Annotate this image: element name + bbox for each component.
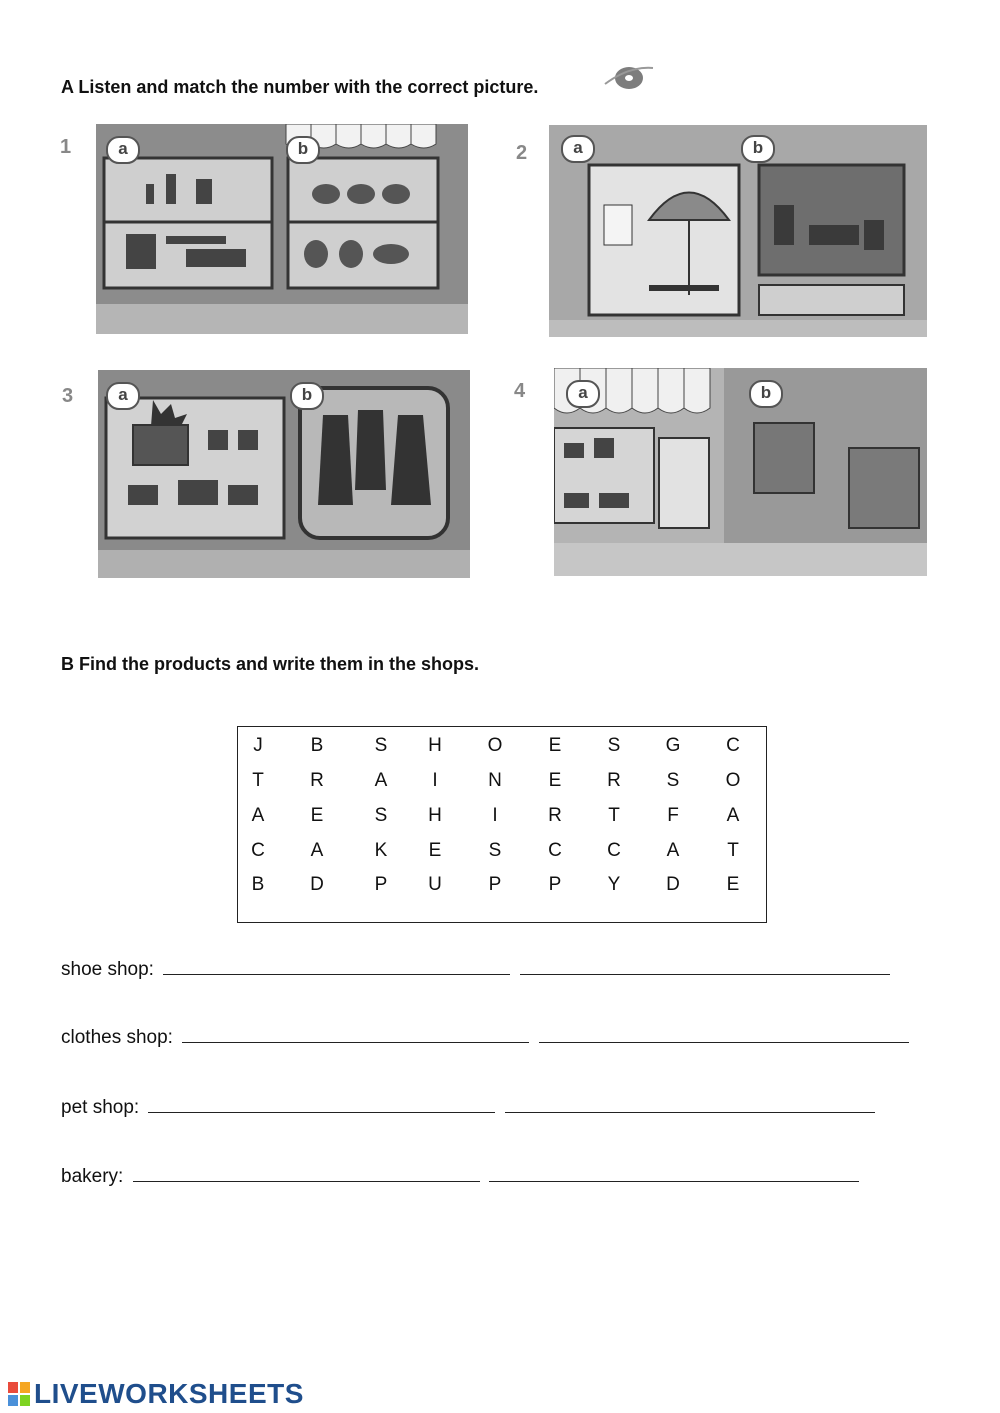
grid-letter[interactable]: E <box>548 770 562 791</box>
picture-number-2: 2 <box>516 142 528 164</box>
grid-letter[interactable]: N <box>488 770 502 791</box>
grid-letter[interactable]: E <box>548 735 562 756</box>
grid-letter[interactable]: C <box>548 840 562 861</box>
section-a-heading: A Listen and match the number with the correct picture. <box>61 77 539 97</box>
grid-letter[interactable]: R <box>607 770 621 791</box>
bakery-blank-1[interactable] <box>133 1163 480 1182</box>
shoe-shop-blank-2[interactable] <box>520 956 890 975</box>
cd-icon <box>603 62 655 94</box>
picture-number-3: 3 <box>62 385 74 407</box>
label-1b: b <box>286 136 320 164</box>
grid-letter[interactable]: C <box>726 735 740 756</box>
footer-brand-text: LIVEWORKSHEETS <box>34 1378 304 1409</box>
label-3b: b <box>290 382 324 410</box>
label-1a: a <box>106 136 140 164</box>
pet-shop-blank-1[interactable] <box>148 1094 495 1113</box>
word-search-grid <box>237 726 767 923</box>
grid-letter[interactable]: P <box>488 874 502 895</box>
shop-picture-4 <box>554 368 927 576</box>
clothes-shop-blank-2[interactable] <box>539 1024 909 1043</box>
grid-letter[interactable]: K <box>374 840 388 861</box>
grid-letter[interactable]: A <box>374 770 388 791</box>
section-b-heading: B Find the products and write them in the shops. <box>61 654 480 674</box>
write-line-clothes-shop <box>61 1024 909 1049</box>
bakery-label: bakery: <box>61 1166 124 1187</box>
grid-letter[interactable]: H <box>428 805 442 826</box>
grid-letter[interactable]: E <box>428 840 442 861</box>
clothes-shop-label: clothes shop: <box>61 1027 173 1048</box>
grid-letter[interactable]: G <box>665 735 681 756</box>
shoe-shop-label: shoe shop: <box>61 959 154 980</box>
grid-letter[interactable]: A <box>666 840 680 861</box>
label-4b: b <box>749 380 783 408</box>
label-3a: a <box>106 382 140 410</box>
grid-letter[interactable]: S <box>607 735 621 756</box>
grid-letter[interactable]: S <box>374 735 388 756</box>
grid-letter[interactable]: J <box>253 735 263 756</box>
grid-letter[interactable]: A <box>726 805 740 826</box>
grid-letter[interactable]: C <box>607 840 621 861</box>
grid-letter[interactable]: B <box>251 874 265 895</box>
write-line-pet-shop <box>61 1094 875 1119</box>
grid-letter[interactable]: D <box>310 874 324 895</box>
grid-letter[interactable]: T <box>252 770 264 791</box>
grid-letter[interactable]: S <box>488 840 502 861</box>
shop-picture-1 <box>96 124 468 334</box>
label-2b: b <box>741 135 775 163</box>
grid-letter[interactable]: I <box>432 770 438 791</box>
grid-letter[interactable]: E <box>310 805 324 826</box>
grid-letter[interactable]: U <box>428 874 442 895</box>
grid-letter[interactable]: S <box>374 805 388 826</box>
pet-shop-blank-2[interactable] <box>505 1094 875 1113</box>
pet-shop-label: pet shop: <box>61 1097 140 1118</box>
grid-letter[interactable]: R <box>548 805 562 826</box>
grid-letter[interactable]: I <box>492 805 498 826</box>
shoe-shop-blank-1[interactable] <box>163 956 510 975</box>
grid-letter[interactable]: A <box>310 840 324 861</box>
liveworksheets-logo-icon <box>8 1382 30 1406</box>
grid-letter[interactable]: H <box>428 735 442 756</box>
shop-picture-2 <box>549 125 927 337</box>
grid-letter[interactable]: T <box>608 805 620 826</box>
grid-letter[interactable]: B <box>310 735 324 756</box>
grid-letter[interactable]: T <box>727 840 739 861</box>
footer-brand <box>8 1378 304 1410</box>
grid-letter[interactable]: E <box>726 874 740 895</box>
clothes-shop-blank-1[interactable] <box>182 1024 529 1043</box>
grid-letter[interactable]: A <box>251 805 265 826</box>
grid-letter[interactable]: P <box>548 874 562 895</box>
picture-number-4: 4 <box>514 380 526 402</box>
grid-letter[interactable]: O <box>725 770 741 791</box>
picture-number-1: 1 <box>60 136 72 158</box>
write-line-bakery <box>61 1163 859 1188</box>
grid-letter[interactable]: C <box>251 840 265 861</box>
label-2a: a <box>561 135 595 163</box>
bakery-blank-2[interactable] <box>489 1163 859 1182</box>
label-4a: a <box>566 380 600 408</box>
grid-letter[interactable]: O <box>487 735 503 756</box>
grid-letter[interactable]: F <box>667 805 679 826</box>
grid-letter[interactable]: Y <box>607 874 621 895</box>
shop-picture-3 <box>98 370 470 578</box>
grid-letter[interactable]: R <box>310 770 324 791</box>
grid-letter[interactable]: D <box>666 874 680 895</box>
write-line-shoe-shop <box>61 956 890 981</box>
grid-letter[interactable]: P <box>374 874 388 895</box>
grid-letter[interactable]: S <box>666 770 680 791</box>
